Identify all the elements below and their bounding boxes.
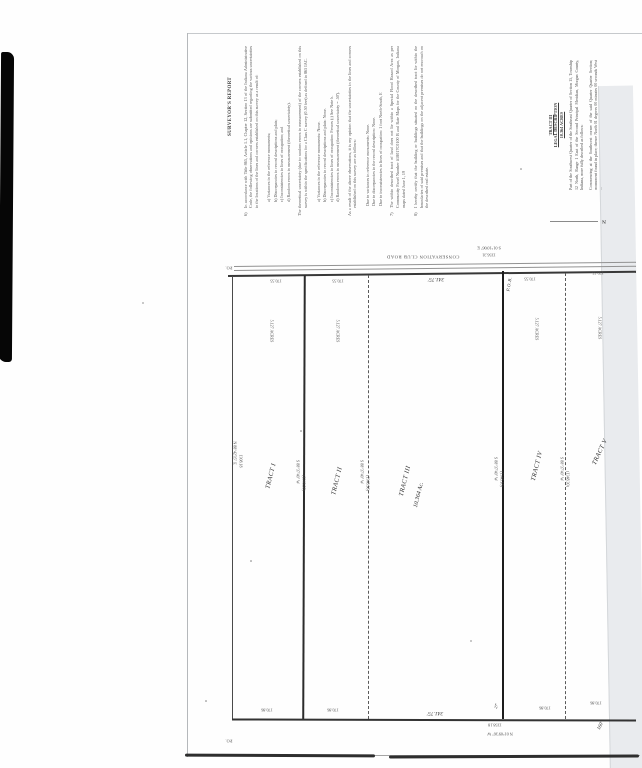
report-title: SURVEYOR'S REPORT	[228, 76, 233, 136]
report-paragraph-5	[413, 46, 430, 216]
page-border-top	[187, 33, 642, 34]
tract5-name-label: TRACT V	[590, 437, 610, 467]
surveyors-report-text	[228, 46, 472, 216]
tract3-acreage-handwritten: 10.364 Ac.	[412, 481, 426, 509]
boundary2-bearing-label: S 88°37'40" W	[359, 460, 365, 484]
report-list2-item-d: d) Random errors in measurement (theoretical uncertainty = .50').	[335, 91, 341, 202]
tract1-name-label: TRACT I	[264, 462, 278, 490]
boundary4-length-label: (1348.30)	[565, 471, 571, 487]
tract4-top-dimension: 170.55	[524, 276, 536, 282]
south-bearing-label: N 01°09'36" W	[487, 731, 513, 736]
plat-south-boundary	[232, 718, 636, 721]
report-paragraph-4-text: The within described tract of land does not lie within a Special Flood Hazard Area as per Community Panel Number #18017C0100 B and Rate Maps for the County of Morgan, Indiana maps dated June 1, 19	[389, 46, 406, 208]
tract2-acreage-label: 5.127 ACRES	[335, 319, 341, 343]
road-length-label: 1356.31	[482, 252, 496, 257]
report-list3-item-2: Due to discrepancies in the record description: None.	[371, 116, 377, 206]
legal-paragraph-2: Commencing at the Southwest corner of the said Quarter Quarter Section; monument found in place; thence North 01 degrees 00 minutes 00 seconds West ...	[587, 60, 604, 190]
tract3-north-handwritten-length: 341.75'	[427, 276, 445, 282]
plat-west-boundary	[232, 276, 233, 719]
report-list3-item-3: Due to inconsistencies in lines of occupation: 1 foot North-South, E	[377, 92, 383, 206]
boundary3-length-label: (1348.18)	[499, 471, 505, 487]
boundary2-length-label: (1348.96)	[365, 475, 371, 491]
tract-4-5-boundary	[565, 273, 566, 719]
surveyors-report-block	[228, 46, 472, 216]
boundary4-bearing-label: S 88°37'40" W	[559, 457, 565, 481]
west-bearing-label: N 88°42'35" E	[232, 441, 238, 465]
tract5-top-dimension: 170.55	[592, 270, 604, 276]
report-paragraph-4	[389, 46, 406, 216]
west-length-label: 1308.18	[238, 454, 244, 468]
report-paragraph-1-text: In accordance with Title 865, Article 1.1, Chapter 12, Section 13 of the Indiana Administrative Code, the following observations and opinions are submitted regarding the various uncertainties in the locations of the lines and corners established on this survey as a result of:	[242, 46, 259, 208]
tract4-name-label: TRACT IV	[529, 450, 545, 482]
legal-heading-acres: 10.364 ACRES	[558, 111, 564, 139]
tract3-name-label: TRACT III	[397, 465, 413, 497]
report-list2-item-b: b) Discrepancies in record descriptions and plats: None.	[322, 108, 328, 202]
north-arrow-line	[550, 221, 598, 222]
boundary1-bearing-label: S 88°37'40" W	[295, 460, 301, 484]
report-list2-item-c: c) Inconsistencies in lines of occupation: Fences (;) See Note h.	[328, 95, 334, 202]
north-arrow-label: N	[602, 218, 606, 224]
report-list3-item-1: Due to variances in reference monuments: None.	[364, 124, 370, 206]
po-bottom-label: P.O.	[225, 738, 233, 744]
report-list1-item-c: c) Inconsistencies in lines of occupation; and	[279, 126, 285, 202]
tract2-name-label: TRACT II	[330, 466, 344, 496]
report-paragraph-5-number: 8)	[413, 212, 419, 216]
tract5-acreage-label: 5.127 ACRES	[597, 316, 603, 340]
scan-black-bar	[0, 52, 14, 362]
south-length-label: 1358.18	[488, 722, 502, 728]
road-bearing-label: S 01°10'06" E	[477, 245, 501, 251]
tract1-acreage-label: 5.127 ACRES	[269, 319, 275, 343]
report-paragraph-5-text: I hereby certify that the building or buildings situated on the described tract lie within the boundaries of said premises and that the buildings on the adjacent premises do not encroach on the described real estate.	[413, 46, 430, 208]
page-border-left	[187, 33, 188, 757]
tract3-south-handwritten-length: 341.75'	[426, 710, 444, 716]
handwritten-note-27: 27'	[492, 702, 500, 710]
tract4-acreage-label: 5.127 ACRES	[534, 317, 540, 341]
tract-1-2-boundary	[302, 275, 305, 719]
tract2-bottom-dimension: 170.86	[327, 707, 339, 713]
report-list1-item-d: d) Random errors in measurement (theoretical uncertainty).	[285, 102, 291, 202]
tract1-bottom-dimension: 170.86	[261, 707, 273, 713]
po-top-label: P.O.	[225, 265, 233, 271]
tract5-bottom-dimension: 170.86	[590, 700, 602, 706]
report-list1-item-a: a) Variances in the reference monuments;	[266, 132, 272, 202]
legal-paragraph-1: Part of the Southwest Quarter of the Southeast Quarter of Section 15, Township 12 North, Range 1 East of the Second Principal Meridian, Morgan County, Indiana, more fully described as follows:	[568, 60, 584, 190]
report-list1-item-b: b) Discrepancies in record descriptions and plats;	[272, 119, 278, 202]
tract4-bottom-dimension: 170.86	[539, 705, 551, 711]
road-name-label: CONSERVATION CLUB ROAD	[386, 254, 460, 260]
tract2-top-dimension: 170.55	[332, 278, 344, 284]
legal-description-text	[548, 60, 610, 190]
report-paragraph-1-number: 6)	[242, 212, 248, 216]
boundary1-length-label: (1348.58)	[301, 475, 307, 491]
report-list2-item-a: a) Variances in the reference monuments: None.	[315, 121, 321, 202]
legal-heading-tract: TRACT III	[548, 114, 553, 136]
legal-description-block	[548, 60, 610, 190]
report-paragraph-3: As a result of the above observations, it is my opinion that the uncertainties in the lines and corners established on this survey are as follows:	[346, 46, 358, 216]
point-of-beginning-label: P.O.B.	[505, 276, 513, 292]
tract1-top-dimension: 170.55	[270, 278, 282, 284]
boundary3-bearing-label: S 88°37'40" W	[493, 457, 499, 481]
report-paragraph-2: The theoretical uncertainty (due to random errors in measurement) of the corners established on this survey is within the specifications for a Class C survey (0.50 feet) as defined in 865 IAC.	[297, 46, 308, 216]
report-paragraph-4-number: 7)	[389, 212, 395, 216]
legal-heading-title: LEGAL DESCRIPTION	[553, 102, 559, 148]
page-border-bottom-left	[185, 754, 375, 757]
page-border-bottom-right	[389, 754, 639, 758]
handwritten-note-160: 160'	[596, 721, 606, 731]
report-paragraph-1	[243, 46, 260, 216]
